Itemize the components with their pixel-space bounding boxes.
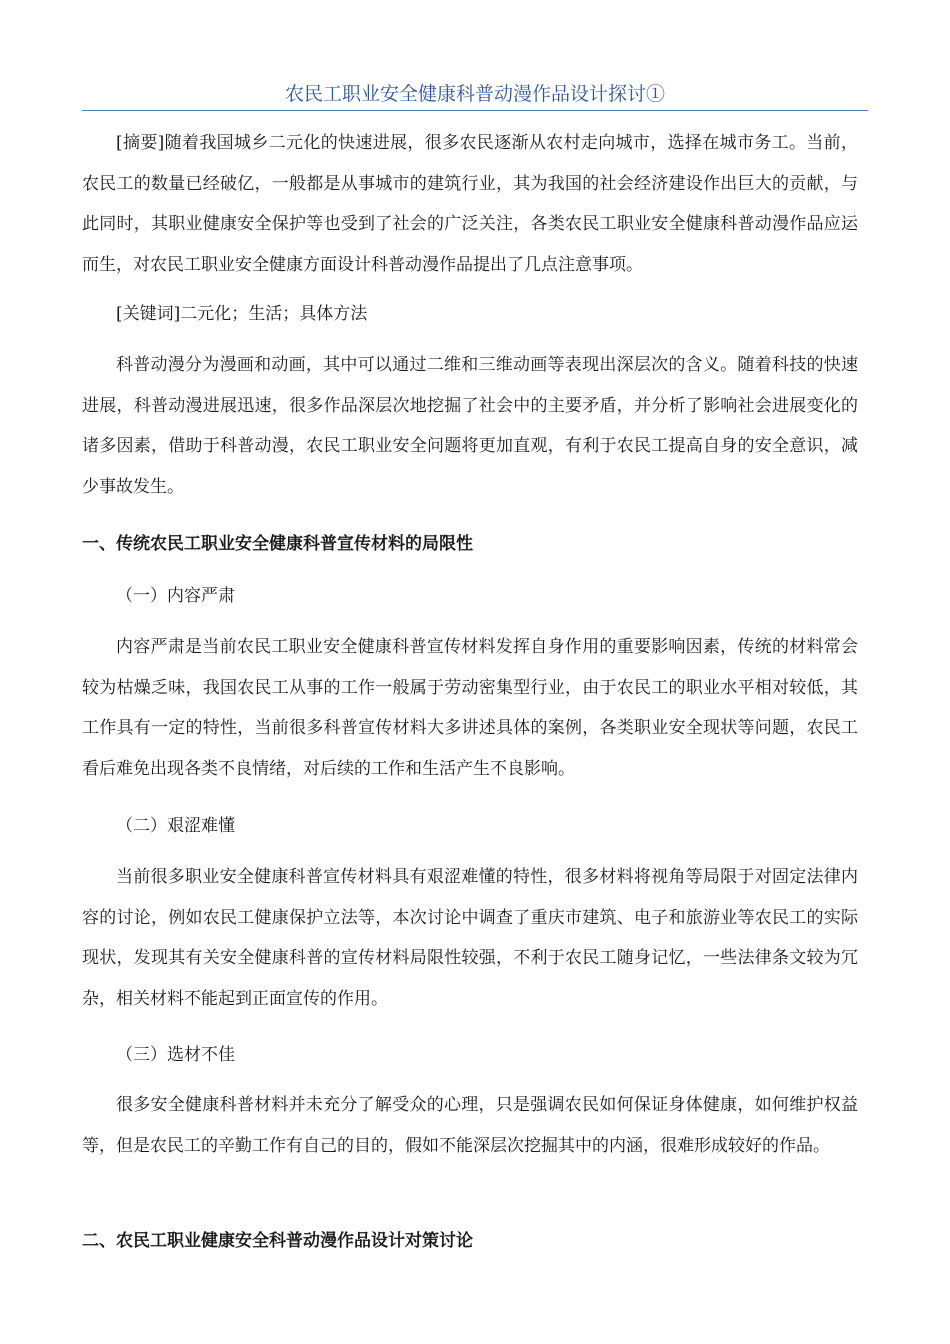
section-2-heading: 二、农民工职业健康安全科普动漫作品设计对策讨论 — [82, 1231, 473, 1251]
keywords-line: [关键词]二元化；生活；具体方法 — [116, 304, 368, 324]
intro-paragraph: 科普动漫分为漫画和动画，其中可以通过二维和三维动画等表现出深层次的含义。随着科技的快速进展，科普动漫进展迅速，很多作品深层次地挖掘了社会中的主要矛盾，并分析了影响社会进展变化的诸多因素，借助于科普动漫，农民工职业安全问题将更加直观，有利于农民工提高自身的安全意识，减少事故发生。 — [82, 355, 858, 497]
subsection-1-body: 内容严肃是当前农民工职业安全健康科普宣传材料发挥自身作用的重要影响因素，传统的材料常会较为枯燥乏味，我国农民工从事的工作一般属于劳动密集型行业，由于农民工的职业水平相对较低，其工作具有一定的特性，当前很多科普宣传材料大多讲述具体的案例，各类职业安全现状等问题，农民工看后难免出现各类不良情绪，对后续的工作和生活产生不良影响。 — [82, 637, 858, 779]
section-1-heading: 一、传统农民工职业安全健康科普宣传材料的局限性 — [82, 534, 473, 554]
title-divider — [82, 110, 868, 111]
subsection-2-body: 当前很多职业安全健康科普宣传材料具有艰涩难懂的特性，很多材料将视角等局限于对固定法律内容的讨论，例如农民工健康保护立法等，本次讨论中调查了重庆市建筑、电子和旅游业等农民工的实际现状，发现其有关安全健康科普的宣传材料局限性较强，不利于农民工随身记忆，一些法律条文较为冗杂，相关材料不能起到正面宣传的作用。 — [82, 867, 858, 1009]
subsection-1-title: （一）内容严肃 — [116, 586, 235, 606]
subsection-3-title: （三）选材不佳 — [116, 1045, 235, 1065]
abstract-paragraph: [摘要]随着我国城乡二元化的快速进展，很多农民逐渐从农村走向城市，选择在城市务工。当前，农民工的数量已经破亿，一般都是从事城市的建筑行业，其为我国的社会经济建设作出巨大的贡献，与此同时，其职业健康安全保护等也受到了社会的广泛关注，各类农民工职业安全健康科普动漫作品应运而生，对农民工职业安全健康方面设计科普动漫作品提出了几点注意事项。 — [82, 133, 858, 275]
subsection-2-title: （二）艰涩难懂 — [116, 816, 235, 836]
document-title: 农民工职业安全健康科普动漫作品设计探讨① — [284, 83, 665, 105]
subsection-3-body: 很多安全健康科普材料并未充分了解受众的心理，只是强调农民如何保证身体健康，如何维护权益等，但是农民工的辛勤工作有自己的目的，假如不能深层次挖掘其中的内涵，很难形成较好的作品。 — [82, 1095, 858, 1156]
